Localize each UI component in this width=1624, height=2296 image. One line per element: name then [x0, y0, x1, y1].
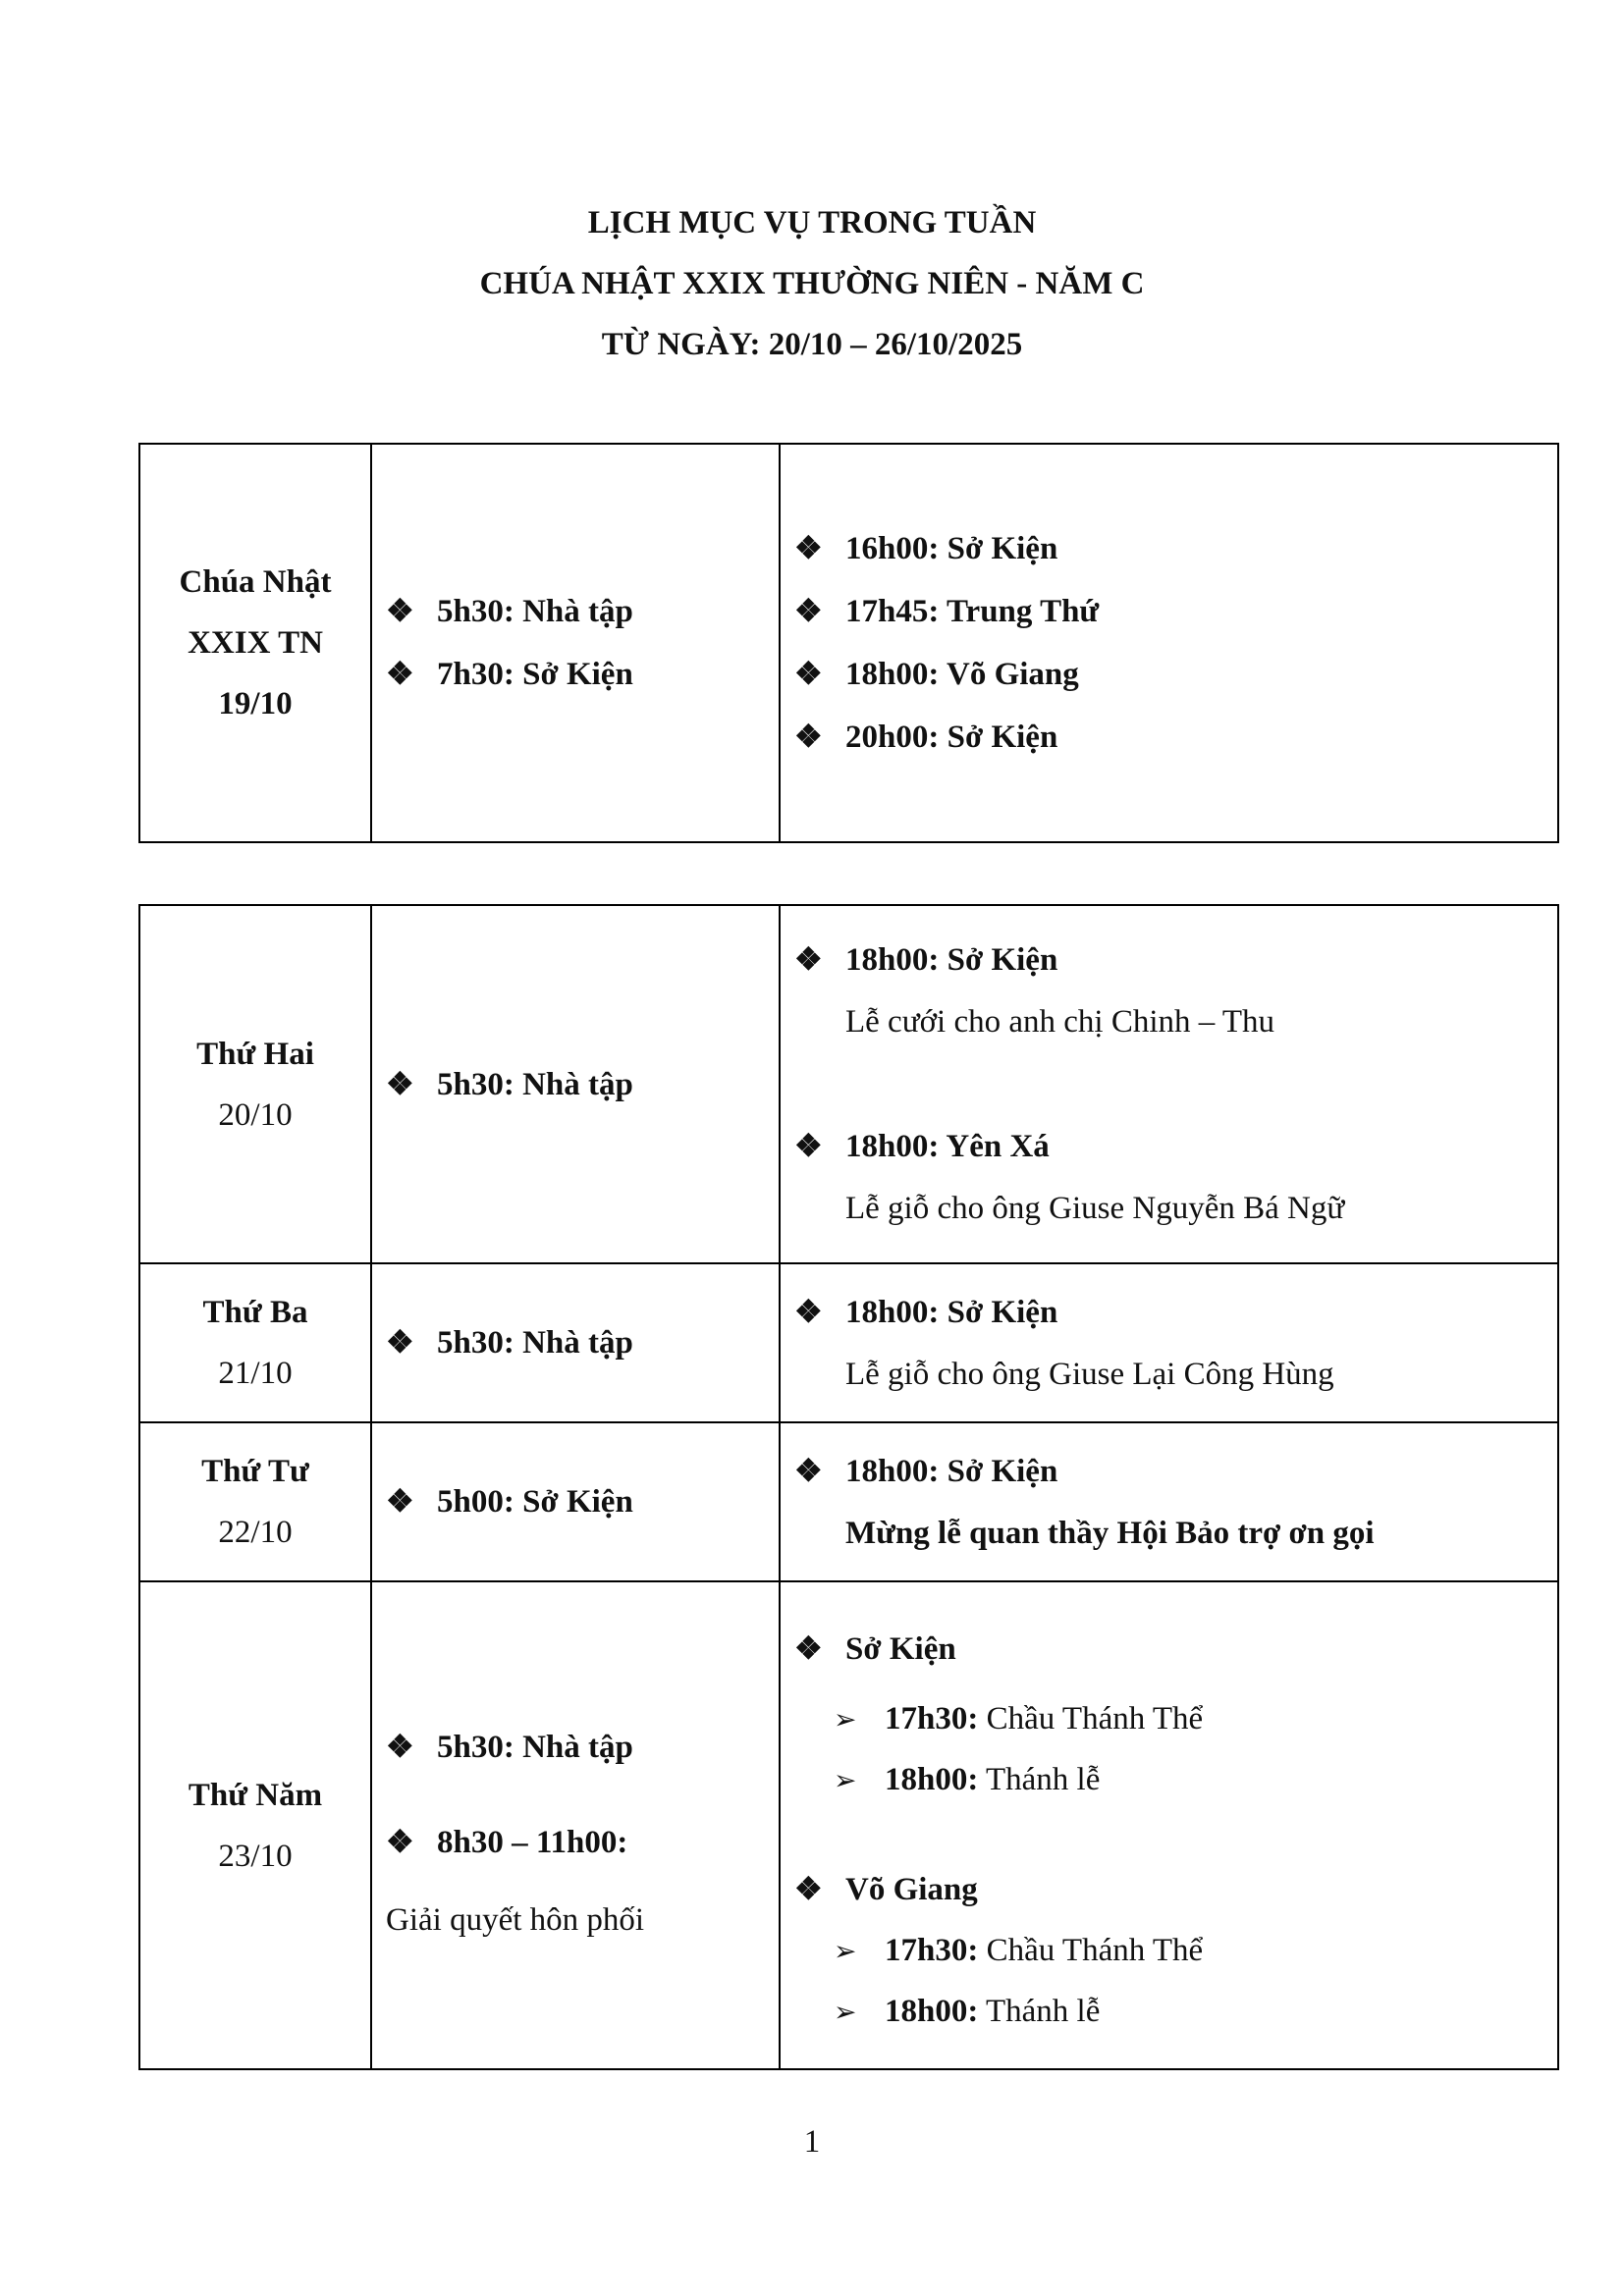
- table-row: [139, 905, 1558, 1263]
- list-item: ❖ 5h30: Nhà tập: [386, 1053, 779, 1116]
- weekday-schedule-table: [138, 904, 1559, 2070]
- list-item: ❖ 5h30: Nhà tập: [386, 580, 779, 643]
- day-name: Thứ Ba: [202, 1295, 308, 1330]
- sub-list-item: ➢ 17h30: Chầu Thánh Thể: [794, 1921, 1557, 1982]
- list-item: ❖ 18h00: Sở Kiện: [794, 1281, 1557, 1344]
- document-header: [0, 192, 1624, 375]
- diamond-bullet-icon: ❖: [386, 1483, 414, 1519]
- list-item: ❖ 18h00: Sở Kiện: [794, 1440, 1557, 1503]
- item-note: Giải quyết hôn phối: [386, 1902, 645, 1938]
- list-item: ❖ 18h00: Yên Xá: [794, 1115, 1557, 1178]
- diamond-bullet-icon: ❖: [794, 1452, 823, 1488]
- list-item: ❖ 7h30: Sở Kiện: [386, 643, 779, 706]
- diamond-bullet-icon: ❖: [386, 1824, 414, 1859]
- table-row: [139, 1263, 1558, 1422]
- day-date: 22/10: [218, 1515, 293, 1550]
- list-item: ❖ 17h45: Trung Thứ: [794, 580, 1557, 643]
- evening-cell: [780, 444, 1558, 842]
- day-name: Thứ Tư: [201, 1454, 309, 1489]
- list-item: ❖ Võ Giang: [794, 1858, 1557, 1921]
- diamond-bullet-icon: ❖: [794, 941, 823, 977]
- list-item: ❖ 18h00: Sở Kiện: [794, 929, 1557, 991]
- evening-cell: [780, 1263, 1558, 1422]
- item-note: Lễ giỗ cho ông Giuse Lại Công Hùng: [845, 1356, 1334, 1392]
- diamond-bullet-icon: ❖: [794, 593, 823, 628]
- morning-cell: [371, 905, 780, 1263]
- table-row: [139, 1581, 1558, 2069]
- sub-list-item: ➢ 17h30: Chầu Thánh Thể: [794, 1689, 1557, 1750]
- morning-cell: [371, 1422, 780, 1581]
- diamond-bullet-icon: ❖: [386, 1065, 414, 1101]
- day-date: 21/10: [218, 1356, 293, 1391]
- list-item: ❖ 8h30 – 11h00:: [386, 1794, 779, 1890]
- list-item: ❖ Sở Kiện: [794, 1608, 1557, 1689]
- day-name: Chúa Nhật: [179, 564, 332, 600]
- evening-cell: [780, 1581, 1558, 2069]
- arrow-bullet-icon: ➢: [834, 1705, 857, 1735]
- table-row: [139, 444, 1558, 842]
- list-item: ❖ 5h30: Nhà tập: [386, 1311, 779, 1374]
- list-item: ❖ 20h00: Sở Kiện: [794, 706, 1557, 769]
- diamond-bullet-icon: ❖: [386, 593, 414, 628]
- page-number: 1: [803, 2124, 821, 2160]
- diamond-bullet-icon: ❖: [794, 1871, 823, 1906]
- item-note: Mừng lễ quan thầy Hội Bảo trợ ơn gọi: [845, 1515, 1375, 1551]
- diamond-bullet-icon: ❖: [386, 1324, 414, 1360]
- list-item: ❖ 5h00: Sở Kiện: [386, 1470, 779, 1533]
- day-date: 23/10: [218, 1838, 293, 1874]
- day-cell-monday: [139, 905, 371, 1263]
- item-note: Lễ giỗ cho ông Giuse Nguyễn Bá Ngữ: [845, 1191, 1345, 1226]
- list-item: ❖ 16h00: Sở Kiện: [794, 517, 1557, 580]
- sub-list-item: ➢ 18h00: Thánh lễ: [794, 1750, 1557, 1811]
- diamond-bullet-icon: ❖: [794, 656, 823, 691]
- diamond-bullet-icon: ❖: [794, 1128, 823, 1163]
- diamond-bullet-icon: ❖: [794, 1630, 823, 1666]
- header-subtitle: CHÚA NHẬT XXIX THƯỜNG NIÊN - NĂM C: [479, 266, 1145, 301]
- day-cell-tuesday: [139, 1263, 371, 1422]
- list-item: ❖ 5h30: Nhà tập: [386, 1699, 779, 1794]
- day-cell-wednesday: [139, 1422, 371, 1581]
- day-cell-sunday: [139, 444, 371, 842]
- item-note: Lễ cưới cho anh chị Chinh – Thu: [845, 1004, 1275, 1040]
- day-date: 20/10: [218, 1096, 293, 1133]
- morning-cell: [371, 1581, 780, 2069]
- day-date: 19/10: [218, 686, 293, 721]
- arrow-bullet-icon: ➢: [834, 1998, 857, 2028]
- morning-cell: [371, 444, 780, 842]
- diamond-bullet-icon: ❖: [386, 656, 414, 691]
- diamond-bullet-icon: ❖: [386, 1729, 414, 1764]
- day-cell-thursday: [139, 1581, 371, 2069]
- evening-cell: [780, 1422, 1558, 1581]
- day-subtitle: XXIX TN: [188, 625, 323, 661]
- diamond-bullet-icon: ❖: [794, 530, 823, 565]
- list-item: ❖ 18h00: Võ Giang: [794, 643, 1557, 706]
- day-name: Thứ Năm: [188, 1777, 323, 1813]
- diamond-bullet-icon: ❖: [794, 1293, 823, 1329]
- day-name: Thứ Hai: [196, 1036, 314, 1072]
- morning-cell: [371, 1263, 780, 1422]
- header-title: LỊCH MỤC VỤ TRONG TUẦN: [587, 205, 1037, 240]
- arrow-bullet-icon: ➢: [834, 1937, 857, 1967]
- diamond-bullet-icon: ❖: [794, 719, 823, 754]
- table-row: [139, 1422, 1558, 1581]
- arrow-bullet-icon: ➢: [834, 1766, 857, 1796]
- sub-list-item: ➢ 18h00: Thánh lễ: [794, 1982, 1557, 2043]
- sunday-schedule-table: [138, 443, 1559, 843]
- evening-cell: [780, 905, 1558, 1263]
- header-date-range: TỪ NGÀY: 20/10 – 26/10/2025: [601, 327, 1023, 362]
